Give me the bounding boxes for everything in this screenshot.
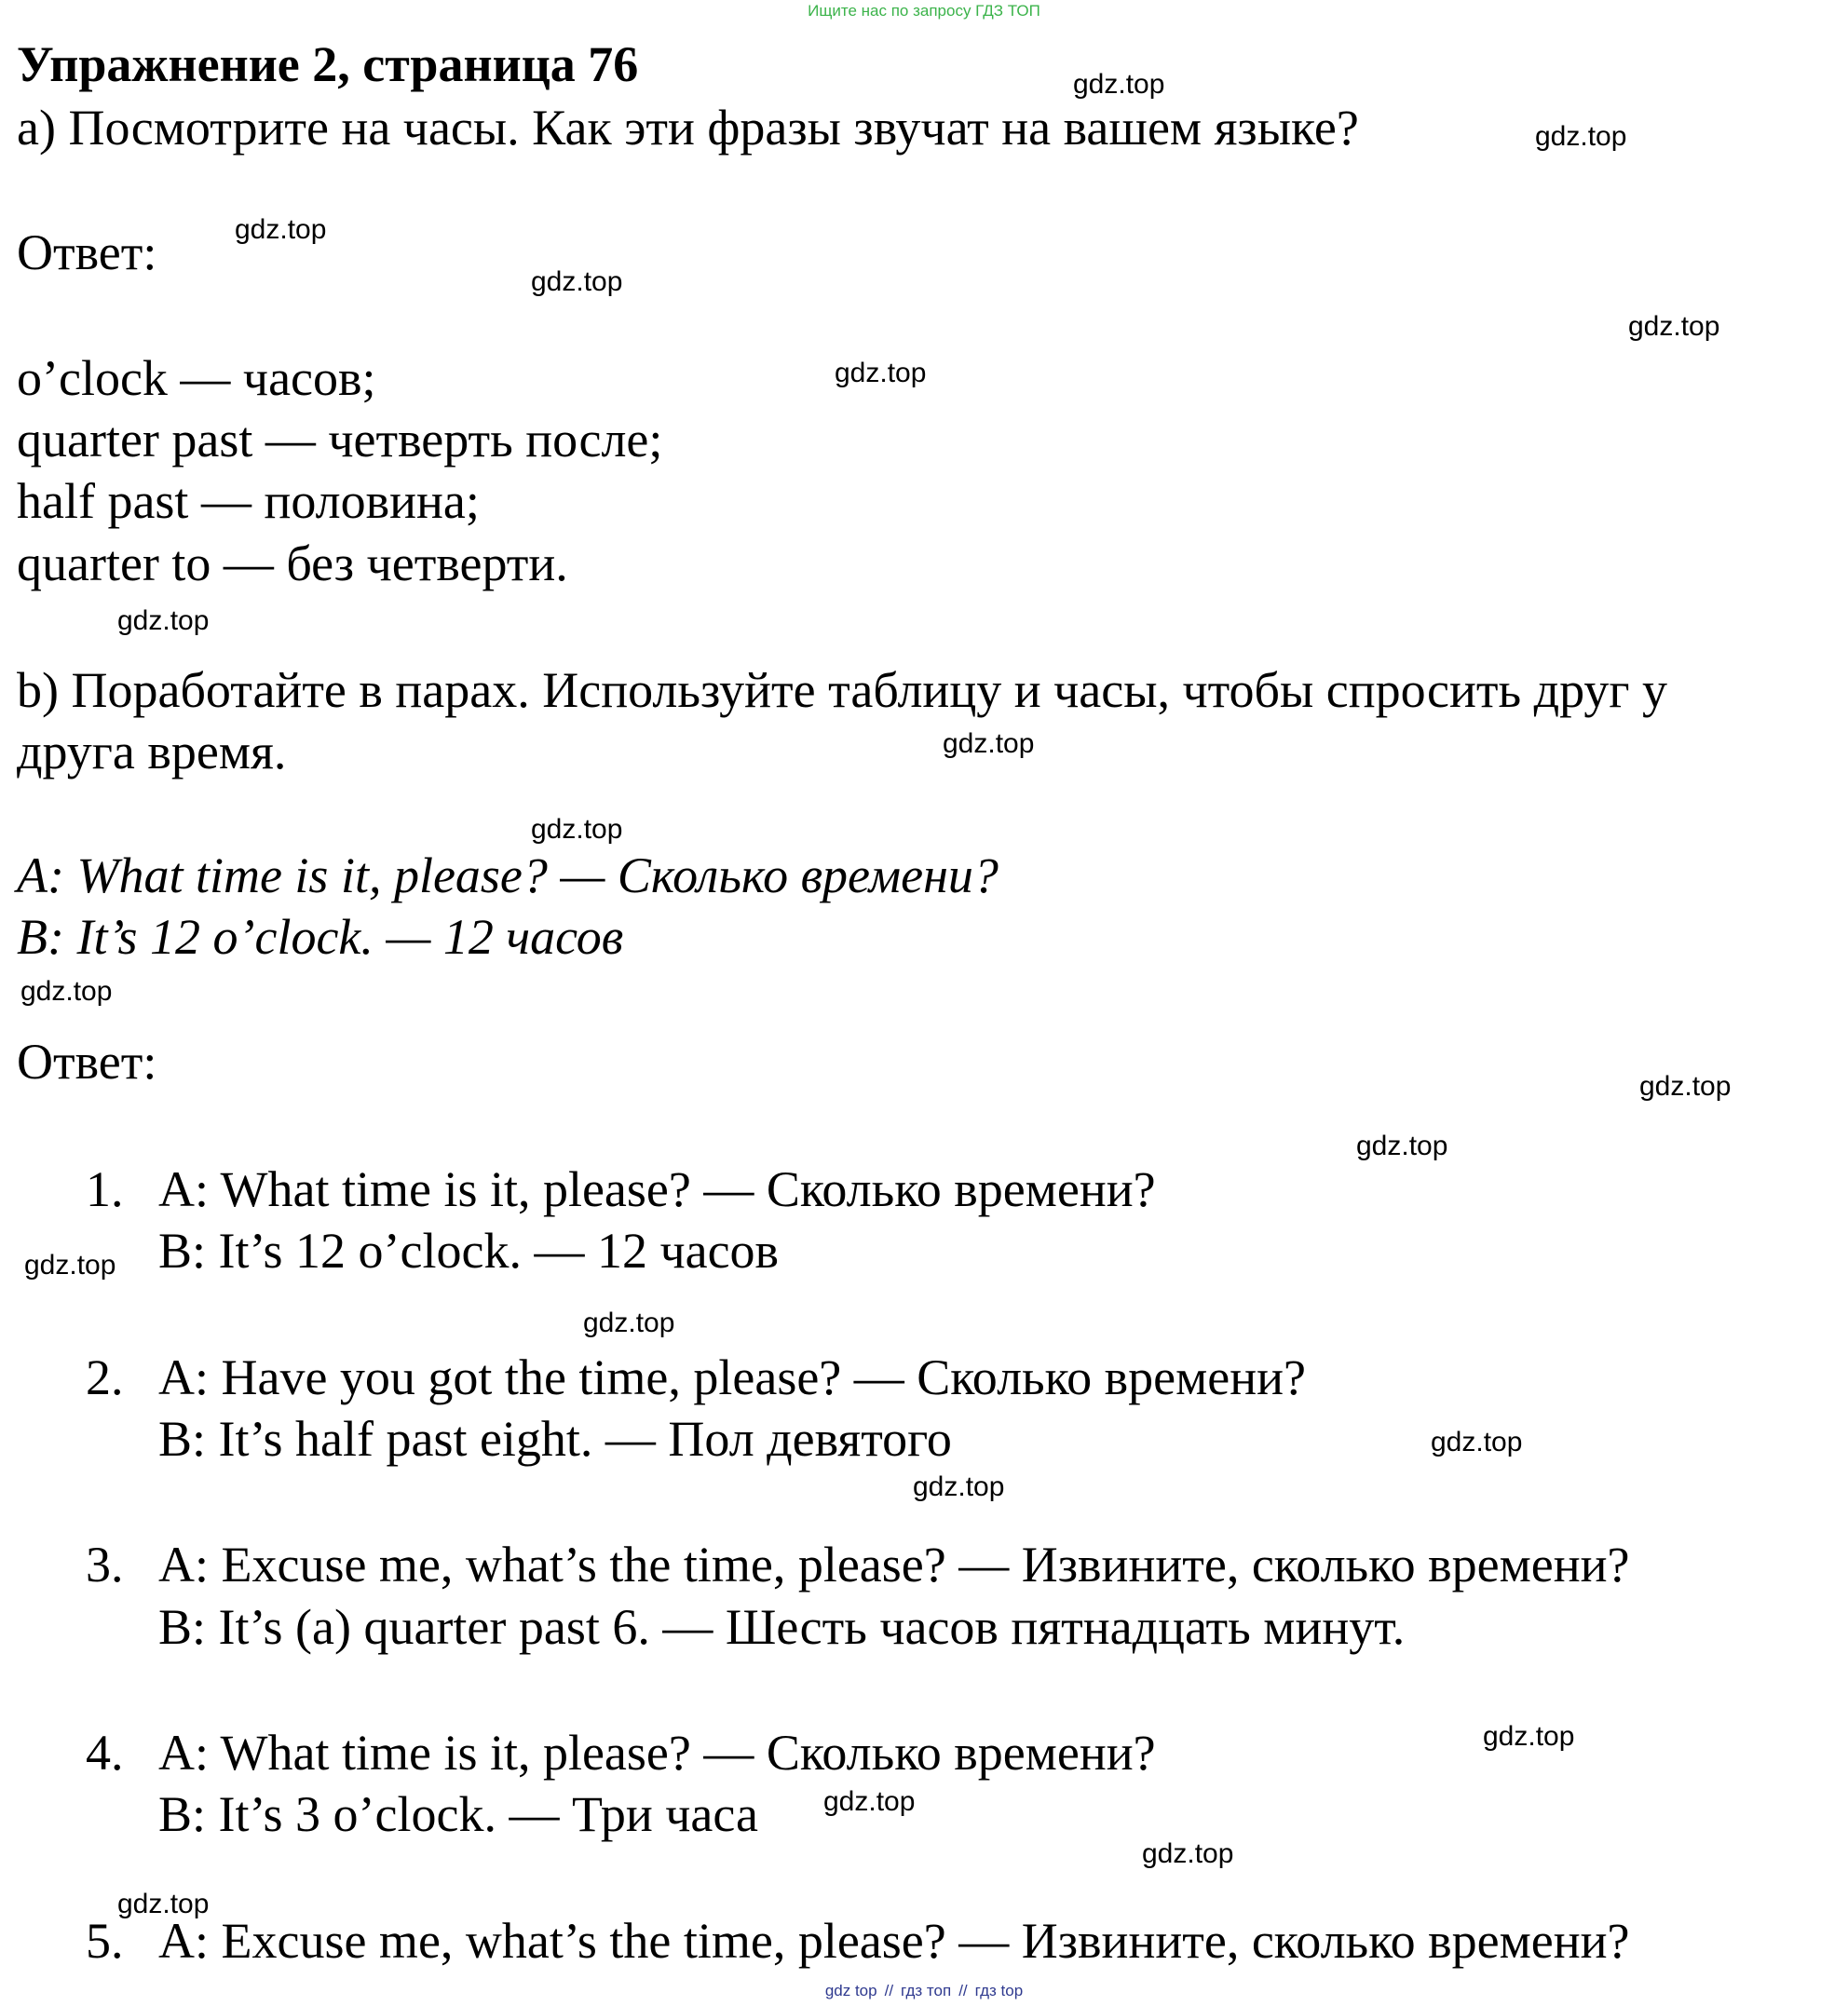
watermark: gdz.top [20,976,113,1007]
part-b-example-a: A: What time is it, please? — Сколько времени? [17,847,999,903]
part-b-prompt-line-1: b) Поработайте в парах. Используйте таблицу и часы, чтобы спросить друг у [17,662,1668,718]
list-item-number: 3. [86,1537,124,1593]
watermark: gdz.top [1431,1427,1523,1457]
list-item-2-line-b: B: It’s half past eight. — Пол девятого [158,1411,952,1467]
list-item-3-line-b: B: It’s (a) quarter past 6. — Шесть часов пятнадцать минут. [158,1599,1406,1655]
watermark: gdz.top [235,214,327,245]
footer-links [0,1982,1848,2000]
list-item-5-line-a: A: Excuse me, what’s the time, please? — Извините, сколько времени? [158,1913,1630,1969]
part-a-line-3: half past — половина; [17,473,480,529]
watermark: gdz.top [1142,1838,1234,1869]
part-b-answer-label: Ответ: [17,1034,157,1090]
watermark: gdz.top [117,1889,210,1919]
footer-separator: // [884,1982,894,1999]
watermark: gdz.top [1628,311,1720,342]
list-item-4-line-b: B: It’s 3 o’clock. — Три часа [158,1786,758,1842]
part-a-line-4: quarter to — без четверти. [17,535,568,591]
watermark: gdz.top [823,1786,916,1817]
watermark: gdz.top [1535,121,1627,152]
part-a-prompt: а) Посмотрите на часы. Как эти фразы звучат на вашем языке? [17,100,1359,156]
watermark: gdz.top [583,1308,675,1338]
watermark: gdz.top [1073,69,1165,100]
footer-link-gdz-top[interactable]: gdz top [824,1982,877,1999]
top-banner: Ищите нас по запросу ГДЗ ТОП [808,2,1040,20]
watermark: gdz.top [1356,1131,1448,1161]
list-item-number: 4. [86,1725,124,1781]
watermark: gdz.top [1639,1071,1732,1102]
part-a-line-2: quarter past — четверть после; [17,412,663,468]
watermark: gdz.top [943,728,1035,759]
watermark: gdz.top [24,1250,116,1281]
page-title: Упражнение 2, страница 76 [17,36,639,92]
watermark: gdz.top [117,605,210,636]
list-item-number: 5. [86,1913,124,1969]
watermark: gdz.top [531,266,623,297]
list-item-number: 1. [86,1161,124,1217]
footer-link-gdz-top-ru[interactable]: гдз топ [901,1982,952,1999]
part-a-answer-label: Ответ: [17,224,157,280]
list-item-3-line-a: A: Excuse me, what’s the time, please? — Извините, сколько времени? [158,1537,1630,1593]
watermark: gdz.top [1483,1721,1575,1752]
watermark: gdz.top [913,1471,1005,1502]
footer-separator: // [958,1982,968,1999]
list-item-1-line-a: A: What time is it, please? — Сколько времени? [158,1161,1156,1217]
watermark: gdz.top [835,358,927,388]
watermark: gdz.top [531,814,623,845]
part-a-line-1: o’clock — часов; [17,350,376,406]
part-b-example-b: B: It’s 12 o’clock. — 12 часов [17,909,624,965]
part-b-prompt-line-2: друга время. [17,724,287,779]
list-item-1-line-b: B: It’s 12 o’clock. — 12 часов [158,1223,780,1279]
list-item-2-line-a: A: Have you got the time, please? — Сколько времени? [158,1349,1307,1405]
list-item-number: 2. [86,1349,124,1405]
footer-link-gdz-top-mixed[interactable]: гдз top [974,1982,1024,1999]
list-item-4-line-a: A: What time is it, please? — Сколько времени? [158,1725,1156,1781]
